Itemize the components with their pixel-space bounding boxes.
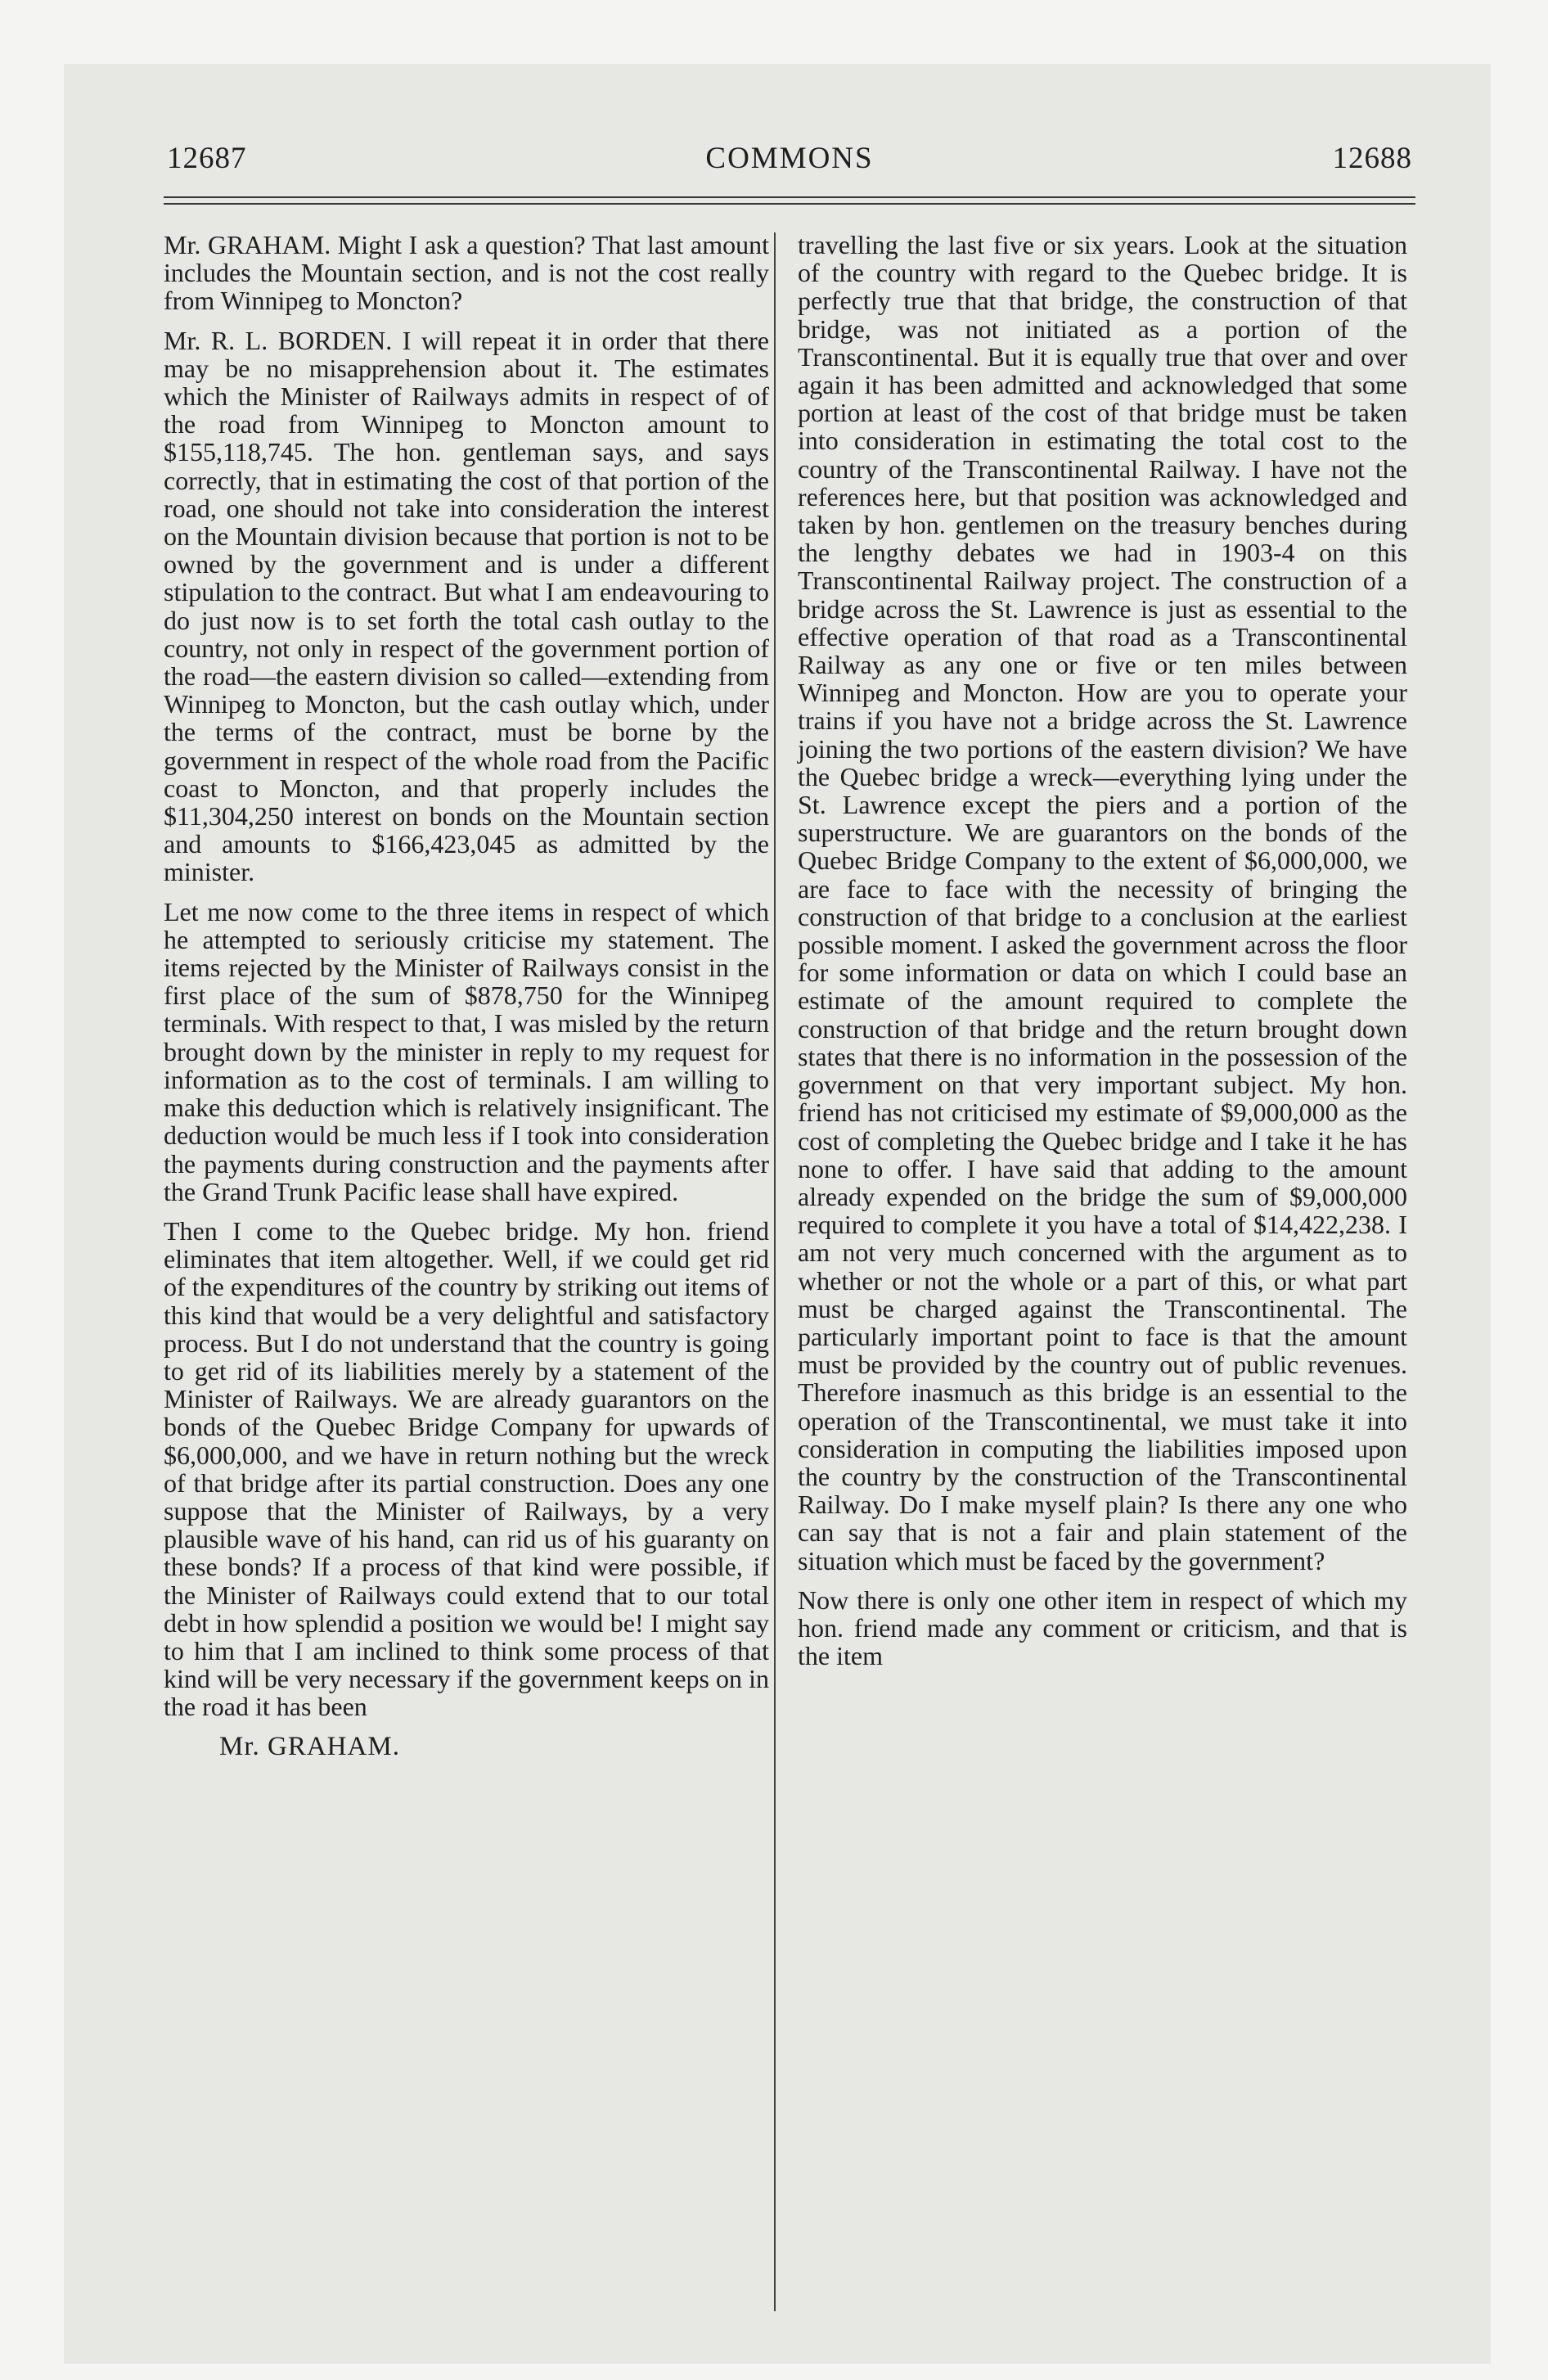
right-column — [798, 231, 1407, 1681]
left-column — [164, 231, 769, 1760]
page-number-left: 12687 — [167, 142, 247, 175]
page-number-right: 12688 — [1332, 142, 1412, 175]
paragraph: Mr. GRAHAM. Might I ask a question? That last amount includes the Mountain section, and is not the cost really from Winnipeg to Moncton? — [164, 230, 769, 316]
paragraph: Then I come to the Quebec bridge. My hon. friend eliminates that item altogether. Well, if we could get rid of the expenditures of the country by striking out items of this kind that would be a very delightful and satisfactory process. But I do not understand that the country is going to get rid of its liabilities merely by a statement of the Minister of Railways. We are already guarantors on the bonds of the Quebec Bridge Company for upwards of $6,000,000, and we have in return nothing but the wreck of that bridge after its partial construction. Does any one suppose that the Minister of Railways, by a very plausible wave of his hand, can rid us of his guaranty on these bonds? If a process of that kind were possible, if the Minister of Railways could extend that to our total debt in how splendid a position we would be! I might say to him that I am inclined to think some process of that kind will be very necessary if the government keeps on in the road it has been — [164, 1215, 769, 1722]
paragraph: Mr. R. L. BORDEN. I will repeat it in order that there may be no misapprehension about it. The estimates which the Minister of Railways admits in respect of of the road from Winnipeg to Moncton amount to $155,118,745. The hon. gentleman says, and says correctly, that in estimating the cost of that portion of the road, one should not take into consideration the interest on the Mountain division because that portion is not to be owned by the government and is under a different stipulation to the contract. But what I am endeavouring to do just now is to set forth the total cash outlay to the country, not only in respect of the government portion of the road—the eastern division so called—extending from Winnipeg to Moncton, but the cash outlay which, under the terms of the contract, must be borne by the government in respect of the whole road from the Pacific coast to Moncton, and that properly includes the $11,304,250 interest on bonds on the Mountain section and amounts to $166,423,045 as admitted by the minister. — [164, 325, 769, 887]
paragraph: travelling the last five or six years. Look at the situation of the country with regard to the Quebec bridge. It is perfectly true that that bridge, the construction of that bridge, was not initiated as a portion of the Transcontinental. But it is equally true that over and over again it has been admitted and acknowledged that some portion at least of the cost of that bridge must be taken into consideration in estimating the total cost to the country of the Transcontinental Railway. I have not the references here, but that position was acknowledged and taken by hon. gentlemen on the treasury benches during the lengthy debates we had in 1903-4 on this Transcontinental Railway project. The construction of a bridge across the St. Lawrence is just as essential to the effective operation of that road as a Transcontinental Railway as any one or five or ten miles between Winnipeg and Moncton. How are you to operate your trains if you have not a bridge across the St. Lawrence joining the two portions of the eastern division? We have the Quebec bridge a wreck—everything lying under the St. Lawrence except the piers and a portion of the superstructure. We are guarantors on the bonds of the Quebec Bridge Company to the extent of $6,000,000, we are face to face with the necessity of bringing the construction of that bridge to a conclusion at the earliest possible moment. I asked the government across the floor for some information or data on which I could base an estimate of the amount required to complete the construction of that bridge and the return brought down states that there is no information in the possession of the government on that very important subject. My hon. friend has not criticised my estimate of $9,000,000 as the cost of completing the Quebec bridge and I take it he has none to offer. I have said that adding to the amount already expended on the bridge the sum of $9,000,000 required to complete it you have a total of $14,422,238. I am not very much concerned with the argument as to whether or not the whole or a part of this, or what part must be charged against the Transcontinental. The particularly important point to face is that the amount must be provided by the country out of public revenues. Therefore inasmuch as this bridge is an essential to the operation of the Transcontinental, we must take it into consideration in computing the liabilities imposed upon the country by the construction of the Transcontinental Railway. Do I make myself plain? Is there any one who can say that is not a fair and plain statement of the situation which must be faced by the government? — [798, 230, 1407, 1575]
hansard-page — [164, 141, 1415, 2318]
column-divider — [774, 232, 776, 2311]
header-rule-top — [164, 196, 1415, 198]
paragraph: Let me now come to the three items in respect of which he attempted to seriously criticise my statement. The items rejected by the Minister of Railways consist in the first place of the sum of $878,750 for the Winnipeg terminals. With respect to that, I was misled by the return brought down by the minister in reply to my request for information as to the cost of terminals. I am willing to make this deduction which is relatively insignificant. The deduction would be much less if I took into consideration the payments during construction and the payments after the Grand Trunk Pacific lease shall have expired. — [164, 896, 769, 1206]
header-title: COMMONS — [705, 142, 874, 175]
page-header — [164, 141, 1415, 190]
paragraph: Now there is only one other item in respect of which my hon. friend made any comment or criticism, and that is the item — [798, 1584, 1407, 1671]
speaker-signature: Mr. GRAHAM. — [219, 1731, 400, 1761]
header-rule-bottom — [164, 203, 1415, 205]
